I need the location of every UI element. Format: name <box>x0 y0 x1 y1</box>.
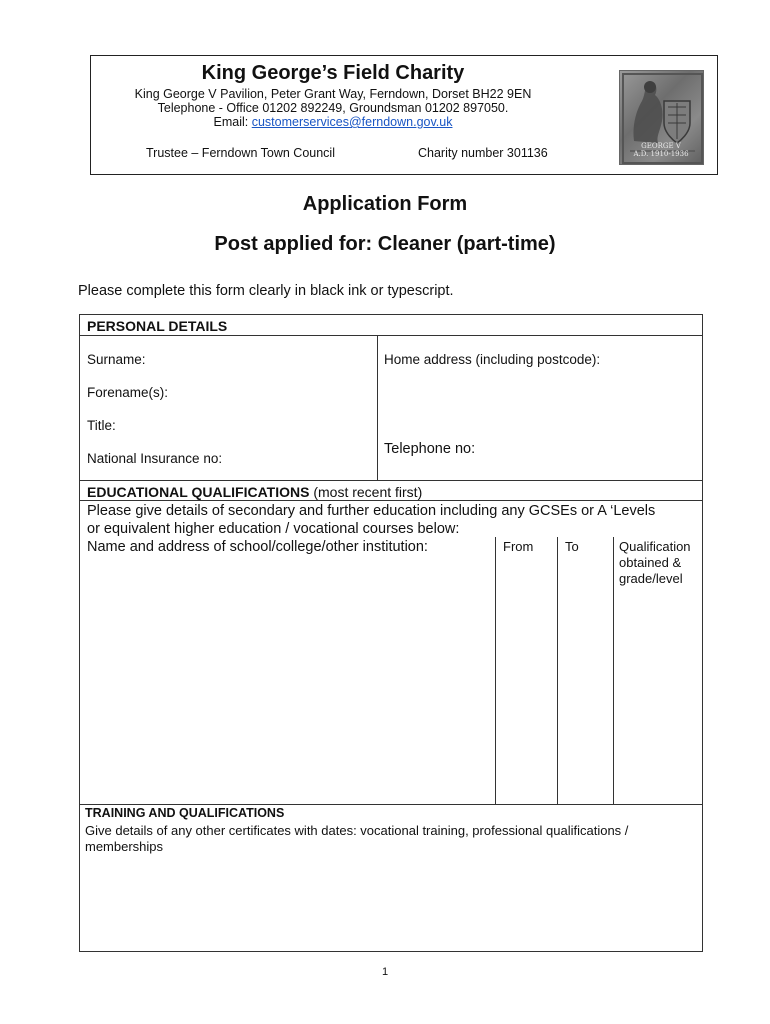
personal-details-column-divider <box>377 335 378 480</box>
from-column-header: From <box>503 539 534 554</box>
education-instruction-line1: Please give details of secondary and further education including any GCSEs or A ‘Levels <box>87 503 656 519</box>
training-instruction-line2: memberships <box>85 839 164 854</box>
charity-telephone: Telephone - Office 01202 892249, Groundsman 01202 897050. <box>157 101 509 115</box>
trustee-text: Trustee – Ferndown Town Council <box>146 146 335 160</box>
forenames-label: Forename(s): <box>87 385 169 400</box>
education-heading-divider <box>80 500 702 501</box>
surname-label: Surname: <box>87 352 146 367</box>
page-number: 1 <box>381 966 389 978</box>
education-instruction-line2: or equivalent higher education / vocational courses below: <box>87 521 460 537</box>
qualification-column-header <box>619 539 691 587</box>
title-label: Title: <box>87 418 116 433</box>
personal-details-heading: PERSONAL DETAILS <box>87 318 228 334</box>
to-column-divider <box>557 537 558 804</box>
charity-header-box <box>90 55 718 175</box>
application-form-table <box>79 314 703 952</box>
education-heading-row <box>87 484 422 500</box>
national-insurance-label: National Insurance no: <box>87 451 223 466</box>
email-link[interactable]: customerservices@ferndown.gov.uk <box>251 115 453 129</box>
plaque-caption <box>621 142 701 158</box>
personal-details-divider <box>80 335 702 336</box>
qualification-header-line1: Qualification <box>619 539 691 554</box>
education-heading: EDUCATIONAL QUALIFICATIONS <box>87 484 310 500</box>
charity-number: Charity number 301136 <box>418 146 548 160</box>
charity-email-line <box>91 115 575 129</box>
qualification-header-line2: obtained & <box>619 555 682 570</box>
form-instruction: Please complete this form clearly in black ink or typescript. <box>78 283 454 299</box>
application-form-title: Application Form <box>302 193 468 215</box>
email-label: Email: <box>213 115 252 129</box>
home-address-label: Home address (including postcode): <box>384 352 601 367</box>
charity-address: King George V Pavilion, Peter Grant Way, Ferndown, Dorset BH22 9EN <box>134 87 532 101</box>
training-instruction-line1: Give details of any other certificates with dates: vocational training, professional qualifications / <box>85 823 629 838</box>
plaque-caption-line2: A.D. 1910-1936 <box>633 150 689 158</box>
institution-column-header: Name and address of school/college/other institution: <box>87 539 428 555</box>
education-top-border <box>80 480 702 481</box>
training-top-border <box>80 804 702 805</box>
post-applied-title: Post applied for: Cleaner (part-time) <box>214 233 556 255</box>
training-heading: TRAINING AND QUALIFICATIONS <box>85 806 285 820</box>
plaque-caption-line1: GEORGE V <box>641 142 681 150</box>
from-column-divider <box>495 537 496 804</box>
to-column-header: To <box>565 539 579 554</box>
qualification-column-divider <box>613 537 614 804</box>
charity-title: King George’s Field Charity <box>201 62 465 84</box>
education-heading-suffix: (most recent first) <box>309 484 423 500</box>
qualification-header-line3: grade/level <box>619 571 683 586</box>
telephone-label: Telephone no: <box>384 441 476 457</box>
